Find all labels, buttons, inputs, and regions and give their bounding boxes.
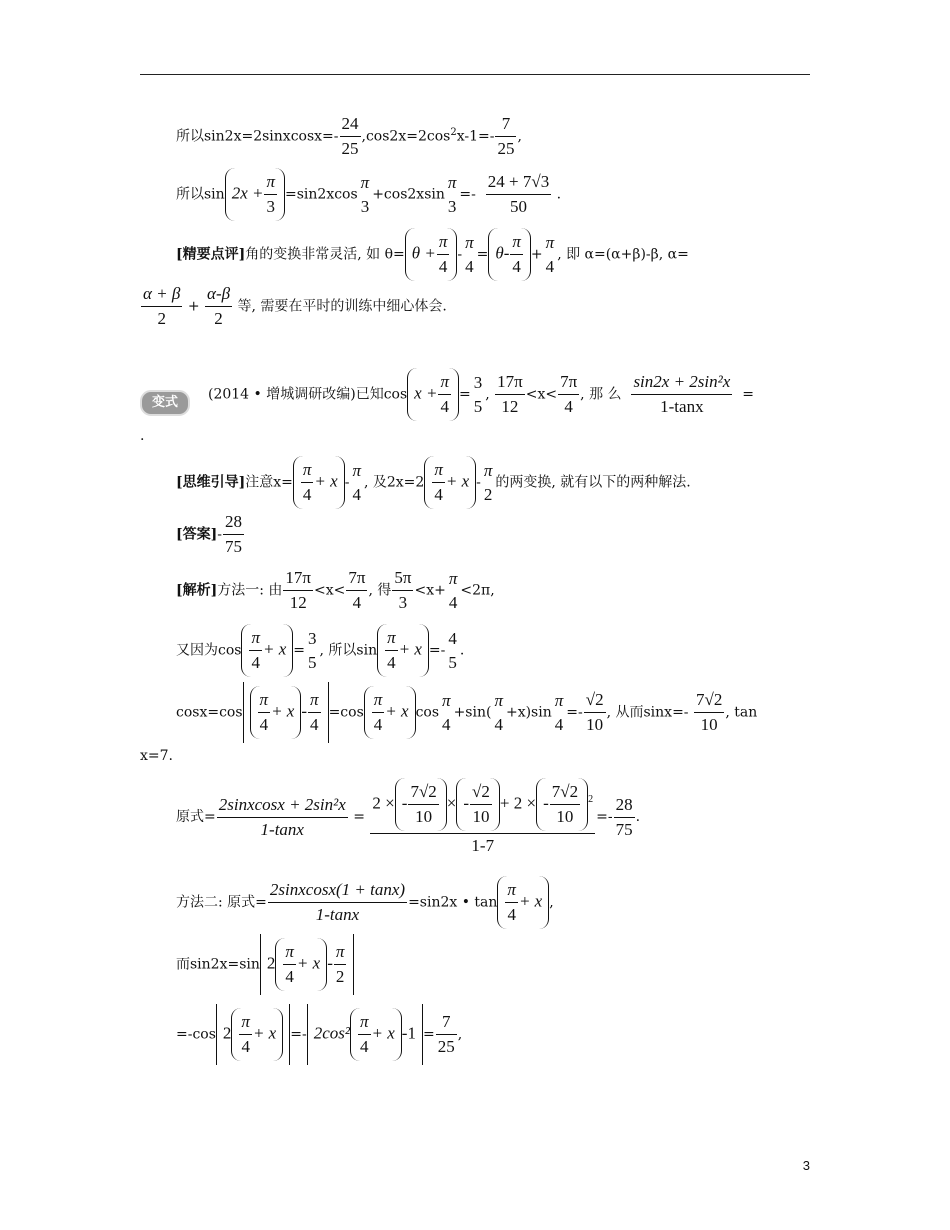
num: 7: [495, 114, 516, 137]
den: 12: [289, 593, 307, 612]
line-variant: [208, 368, 754, 421]
paren-group: [407, 368, 459, 421]
text: 的两变换, 就有以下的两种解法.: [495, 474, 691, 491]
text: =: [422, 1026, 435, 1043]
fraction-7root2-10: [408, 782, 438, 827]
expr: + x: [271, 701, 295, 721]
text: +sin(: [453, 704, 492, 721]
text: , 及2x=2: [363, 474, 425, 491]
fraction-pi-4: [510, 232, 523, 277]
fraction-pi-4-small: [447, 569, 460, 613]
fraction-pi-4-small: [350, 461, 363, 505]
fraction-7pi-4: [346, 568, 367, 613]
den: 4: [442, 714, 451, 734]
text: -: [327, 953, 333, 973]
fraction-pi-2: [334, 942, 347, 987]
den: 4: [251, 653, 260, 672]
den: 4: [465, 256, 474, 276]
fraction-pi-4: [239, 1012, 252, 1057]
text: 角的变换非常灵活, 如 θ=: [245, 246, 405, 263]
fraction-pi-4: [258, 690, 271, 735]
fraction-pi-4-small: [544, 233, 557, 277]
text: 原式=: [176, 809, 216, 825]
den: 4: [512, 257, 521, 276]
fraction-pi-4-small: [553, 691, 566, 735]
num: 7π: [346, 568, 367, 591]
fraction-28-75: [614, 795, 635, 840]
den: 1-tanx: [260, 819, 304, 839]
text: -: [457, 246, 463, 263]
fraction-17pi-12: [495, 372, 525, 417]
paren-group: [424, 456, 476, 509]
fraction-7-25: [495, 114, 516, 159]
den: 3: [398, 593, 408, 612]
den: 4: [545, 256, 555, 276]
text: <x<: [525, 386, 558, 403]
fraction-3-5-small: [306, 629, 319, 673]
text: =-cos: [176, 1026, 216, 1043]
den: 5: [473, 396, 483, 416]
expr: θ-: [495, 243, 510, 263]
line-sin-2x-pi3: [176, 168, 561, 221]
fraction-pi-3-small: [446, 173, 459, 217]
num: 4: [448, 628, 457, 648]
fraction-17pi-12: [283, 568, 313, 613]
text: x=7.: [140, 748, 173, 764]
text: =-: [428, 642, 446, 659]
den: 4: [352, 593, 362, 612]
den: 10: [700, 715, 718, 734]
text: 2: [588, 793, 594, 805]
fraction-big: [370, 778, 595, 856]
fraction-pi-3: [264, 172, 277, 217]
paren-group: [405, 228, 458, 281]
text: ×: [446, 793, 457, 813]
num: 17π: [495, 372, 525, 395]
expr: + x: [296, 953, 321, 973]
fraction-pi-4: [308, 690, 321, 735]
page-number: 3: [802, 1158, 810, 1173]
text: cosx=cos: [176, 704, 243, 721]
num: π: [494, 690, 503, 710]
text: =-: [459, 186, 476, 203]
text: ,cos2x=2cos: [361, 128, 451, 145]
expr: + x: [398, 639, 422, 659]
expr: + x: [371, 1023, 395, 1043]
num: 7√2: [694, 690, 724, 713]
num: 28: [223, 512, 244, 535]
text: =-: [566, 704, 583, 721]
den: 4: [310, 715, 319, 734]
expr: + x: [314, 471, 338, 491]
fraction-pi-2-small: [482, 461, 495, 505]
fraction-7root2-10: [694, 690, 724, 735]
bracket-group: [216, 1004, 290, 1065]
den: 4: [387, 653, 396, 672]
fraction-original: [217, 795, 348, 840]
fraction-pi-4: [249, 628, 262, 673]
text: .: [635, 809, 641, 825]
den: 4: [373, 715, 383, 734]
text: -: [543, 793, 549, 813]
den: 4: [434, 485, 443, 504]
den: 1-7: [471, 836, 495, 855]
text: 方法一: 由: [217, 582, 283, 599]
line-solution-2: [176, 624, 464, 677]
text: <x+: [414, 582, 446, 599]
num: 3: [308, 628, 317, 648]
num: √2: [470, 782, 492, 805]
den: 3: [266, 197, 275, 216]
num: π: [554, 690, 564, 710]
den: 25: [341, 139, 359, 158]
text: -: [217, 526, 222, 543]
num: π: [385, 628, 398, 651]
den: 12: [501, 397, 519, 416]
paren-group: [377, 624, 429, 677]
fraction-pi-4: [385, 628, 398, 673]
text: , 得: [368, 582, 392, 599]
fraction-7pi-4: [558, 372, 579, 417]
fraction-4-5-small: [446, 629, 459, 673]
num: π: [448, 568, 458, 588]
text: -: [344, 474, 350, 491]
num: π: [437, 232, 450, 255]
text: =cos: [328, 704, 364, 721]
text: =sin2x • tan: [408, 894, 498, 911]
text: , tan: [725, 704, 758, 721]
fraction-pi-4: [505, 880, 518, 925]
den: 3: [360, 196, 370, 216]
line-original-expr: [176, 778, 640, 856]
text: , 那 么: [580, 386, 622, 403]
fraction-7root2-10: [550, 782, 580, 827]
num: 2sinxcosx(1 + tanx): [268, 880, 407, 903]
text: 注意x=: [245, 474, 293, 491]
num: π: [334, 942, 347, 965]
text: + 2 ×: [499, 793, 537, 813]
fraction-pi-4: [372, 690, 385, 735]
fraction-root2-10: [584, 690, 606, 735]
num: 7√2: [550, 782, 580, 805]
text: 2 ×: [372, 793, 395, 813]
bracket-group: [307, 1004, 423, 1065]
den: 10: [472, 807, 490, 826]
num: π: [505, 880, 518, 903]
num: π: [372, 690, 385, 713]
text: (2014 • 增城调研改编)已知cos: [208, 386, 408, 403]
num: π: [465, 232, 474, 252]
expr: + x: [263, 639, 287, 659]
num: π: [438, 372, 451, 395]
den: 4: [554, 714, 564, 734]
den: 4: [359, 1037, 369, 1056]
den: 75: [615, 819, 633, 839]
text: cos: [415, 704, 440, 721]
den: 4: [448, 592, 458, 612]
text: <2π,: [460, 582, 495, 599]
paren-group: [225, 168, 285, 221]
text: , 即 α=(α+β)-β, α=: [557, 246, 689, 263]
num: π: [308, 690, 321, 713]
text: .: [140, 428, 145, 444]
paren-group: [275, 938, 327, 991]
text: -: [301, 701, 308, 721]
den: 4: [352, 484, 361, 504]
text: 所以sin2x=2sinxcosx=-: [176, 128, 339, 145]
num: 7π: [558, 372, 579, 395]
den: 2: [483, 484, 493, 504]
fraction-pi-4: [437, 232, 450, 277]
fraction-28-75: [223, 512, 244, 557]
header-rule: [140, 74, 810, 75]
text: 又因为cos: [176, 642, 242, 659]
line-comment: [176, 228, 689, 281]
text: =-: [290, 1026, 307, 1043]
text: x-1=-: [456, 128, 495, 145]
num: π: [432, 460, 445, 483]
text: 方法二: 原式=: [176, 894, 267, 911]
fraction-3-5-small: [472, 373, 485, 417]
paren-group: [497, 876, 549, 929]
paren-group: [364, 686, 416, 739]
den: 50: [509, 197, 527, 216]
den: 4: [285, 967, 294, 986]
text: , 从而sinx=-: [606, 704, 689, 721]
fraction-pi-4: [283, 942, 296, 987]
den: 10: [556, 807, 574, 826]
paren-group: [231, 1008, 283, 1061]
text: -: [476, 474, 481, 491]
den: 5: [448, 652, 457, 672]
text: , 所以sin: [319, 642, 378, 659]
den: 4: [438, 257, 448, 276]
den: 2: [214, 309, 223, 328]
den: 4: [507, 905, 516, 924]
fraction-method2: [268, 880, 407, 925]
expr: + x: [252, 1023, 277, 1043]
num: 28: [614, 795, 635, 818]
num: π: [360, 172, 370, 192]
paren-group: [536, 778, 588, 831]
num: π: [239, 1012, 252, 1035]
text: -: [401, 793, 408, 813]
num: π: [258, 690, 271, 713]
text: =: [353, 809, 365, 825]
text: =sin2xcos: [285, 186, 358, 203]
fraction-pi-3-small: [359, 173, 372, 217]
num: π: [249, 628, 262, 651]
text: +cos2xsin: [372, 186, 445, 203]
line-dot: [140, 428, 144, 444]
text: =: [293, 642, 306, 659]
num: π: [510, 232, 523, 255]
paren-group: [250, 686, 302, 739]
line-solution-3: [176, 682, 757, 743]
num: 5π: [392, 568, 413, 591]
fraction-7-25: [436, 1012, 457, 1057]
den: 2: [157, 309, 166, 328]
line-sin2x-expand: [176, 934, 354, 995]
den: 2: [335, 967, 345, 986]
text: 而sin2x=sin: [176, 956, 260, 973]
num: π: [283, 942, 296, 965]
line-alpha: [140, 284, 447, 329]
paren-group: [241, 624, 293, 677]
text: ,: [549, 894, 554, 911]
text: 2: [222, 1023, 232, 1043]
den: 4: [564, 397, 573, 416]
section-head: [答案]: [176, 526, 218, 543]
num: 24 + 7√3: [486, 172, 551, 195]
expr: + x: [518, 891, 543, 911]
den: 4: [241, 1037, 250, 1056]
den: 10: [586, 715, 604, 734]
num: α-β: [205, 284, 232, 307]
line-method-2: [176, 876, 554, 929]
fraction-pi-4: [358, 1012, 371, 1057]
text: +: [530, 246, 543, 263]
line-solution-4: [140, 748, 173, 764]
den: 1-tanx: [315, 905, 360, 924]
fraction-pi-4: [432, 460, 445, 505]
num: 7: [436, 1012, 457, 1035]
text: .: [556, 186, 562, 203]
fraction-5pi-3: [392, 568, 413, 613]
expr: 2cos²: [313, 1023, 350, 1043]
line-answer: [176, 512, 245, 557]
den: 3: [447, 196, 457, 216]
num: √2: [584, 690, 606, 713]
den: 10: [415, 807, 433, 826]
den: 1-tanx: [660, 397, 704, 416]
text: .: [459, 642, 465, 659]
line-solution-1: [176, 568, 495, 613]
paren-group: [488, 228, 531, 281]
bracket-group: [260, 934, 355, 995]
den: 4: [440, 397, 449, 416]
num: 3: [473, 372, 483, 392]
big-numerator: [370, 778, 595, 834]
den: 25: [437, 1037, 455, 1056]
section-head: [思维引导]: [176, 474, 246, 491]
den: 5: [308, 652, 317, 672]
fraction-target: [631, 372, 732, 417]
text: +x)sin: [505, 704, 552, 721]
text: =: [742, 386, 754, 403]
section-head: [解析]: [176, 582, 218, 599]
den: 25: [497, 139, 515, 158]
fraction-result: [486, 172, 551, 217]
num: π: [483, 460, 493, 480]
den: 4: [302, 485, 312, 504]
text: 等, 需要在平时的训练中细心体会.: [237, 298, 447, 315]
variant-badge: 变式: [140, 390, 190, 416]
text: 所以sin: [176, 186, 225, 203]
text: 2: [266, 953, 276, 973]
num: π: [264, 172, 277, 195]
expr: θ +: [411, 243, 436, 263]
num: π: [301, 460, 314, 483]
paren-group: [350, 1008, 402, 1061]
den: 75: [224, 537, 242, 556]
paren-group: [456, 778, 500, 831]
den: 4: [259, 715, 269, 734]
text: ,: [457, 1026, 463, 1043]
expr: + x: [445, 471, 470, 491]
text: -1: [401, 1023, 416, 1043]
fraction-root2-10: [470, 782, 492, 827]
text: =: [476, 246, 489, 263]
num: π: [352, 460, 361, 480]
paren-group: [293, 456, 345, 509]
fraction-24-25: [340, 114, 361, 159]
section-head: [精要点评]: [176, 246, 246, 263]
expr: 2x +: [231, 183, 264, 203]
line-sin2x: 所以sin2x=2sinxcosx=- $\frac{24}{25}$ $,\cos 2x=2\cos^2x-1=-$ $\frac{7}{25}$ ,: [176, 114, 522, 158]
fraction-pi-4: [301, 460, 314, 505]
text: =-: [596, 809, 613, 825]
text: <x<: [314, 582, 346, 599]
paren-group: [395, 778, 447, 831]
num: 7√2: [408, 782, 438, 805]
fraction-pi-4: [438, 372, 451, 417]
den: 4: [494, 714, 503, 734]
expr: + x: [385, 701, 409, 721]
num: π: [447, 172, 457, 192]
num: α + β: [141, 284, 182, 307]
num: π: [358, 1012, 371, 1035]
fraction-pi-4-small: [492, 691, 505, 735]
num: 2sinxcosx + 2sin²x: [217, 795, 348, 818]
fraction-alpha-plus-beta: [141, 284, 182, 329]
text: ,: [485, 386, 490, 403]
fraction-alpha-minus-beta: [205, 284, 232, 329]
fraction-pi-4-small: [440, 691, 453, 735]
num: 17π: [283, 568, 313, 591]
bracket-group: [243, 682, 329, 743]
num: π: [442, 690, 451, 710]
num: π: [545, 232, 555, 252]
text: ,: [517, 128, 522, 145]
text: =: [458, 386, 471, 403]
num: sin2x + 2sin²x: [631, 372, 732, 395]
fraction-pi-4-small: [463, 233, 476, 277]
text: +: [187, 298, 200, 315]
num: 24: [340, 114, 361, 137]
line-cos-expand: [176, 1004, 462, 1065]
line-guide: [176, 456, 691, 509]
expr: x +: [414, 383, 438, 403]
text: -: [463, 793, 470, 813]
